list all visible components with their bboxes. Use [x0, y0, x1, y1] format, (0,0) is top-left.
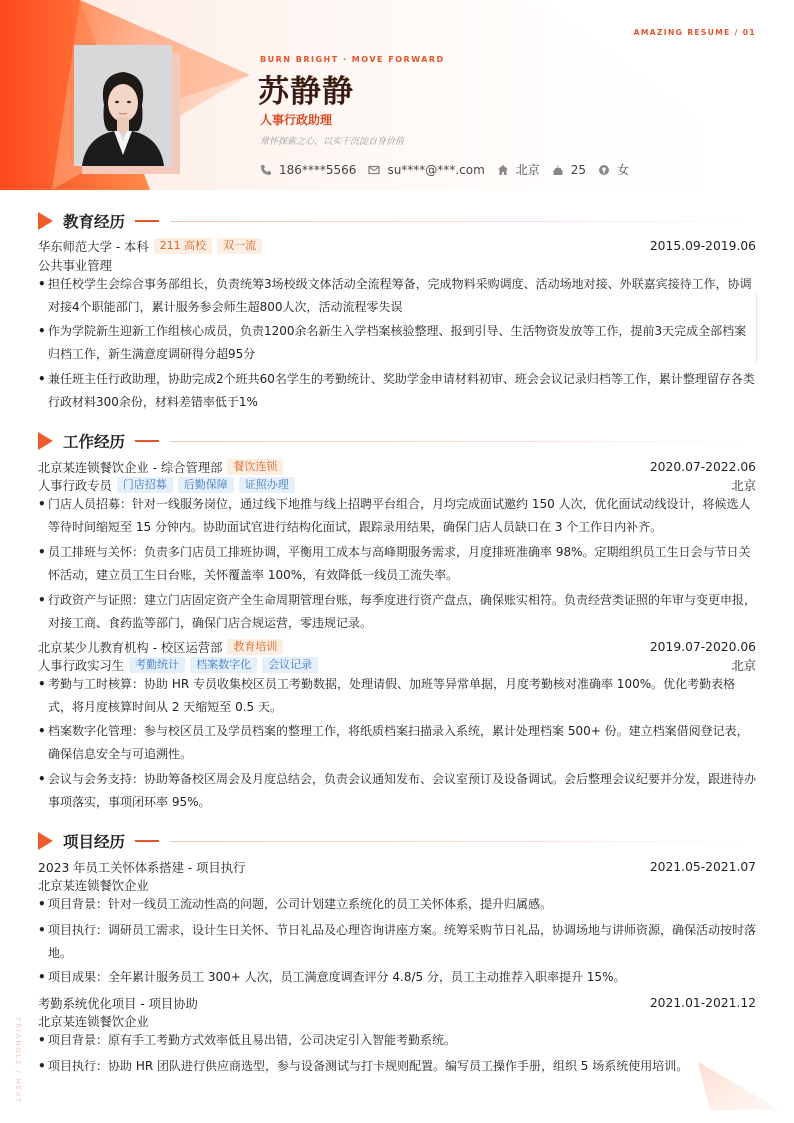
company-tag: 教育培训 [227, 639, 283, 655]
project-org: 北京某连锁餐饮企业 [38, 879, 149, 893]
position-row [38, 656, 756, 674]
project-name: 考勤系统优化项目 - 项目协助 [38, 997, 198, 1011]
list-item: • 项目背景：原有手工考勤方式效率低且易出错，公司决定引入智能考勤系统。 [38, 1033, 457, 1047]
section-divider [170, 841, 755, 842]
city-text: 北京 [515, 163, 540, 177]
list-item: • 担任校学生会综合事务部组长，负责统筹3场校级文体活动全流程筹备，完成物料采购调度、活动场地对接、外联嘉宾接待工作，协调对接4个职能部门，累计服务参会师生超800人次，活动流程零失误 [38, 277, 752, 314]
skill-tag: 证照办理 [239, 477, 295, 493]
contact-email[interactable] [368, 163, 484, 177]
company-name: 北京某连锁餐饮企业 - 综合管理部 [38, 461, 223, 475]
job-header-row [38, 458, 756, 476]
section-education-title: 教育经历 [38, 211, 159, 231]
side-tag: TRIANGLE / HEAT [14, 1017, 22, 1104]
list-item: • 门店人员招募：针对一线服务岗位，通过线下地推与线上招聘平台组合，月均完成面试邀约 150 人次，优化面试动线设计，将候选人等待时间缩短至 15 分钟内。协助面试官进行结构化面试，跟踪录用结果，确保门店人员缺口在 3 个工作日内补齐。 [38, 497, 751, 534]
section-work-title: 工作经历 [38, 431, 159, 451]
cake-icon [552, 164, 564, 176]
list-item: • 行政资产与证照：建立门店固定资产全生命周期管理台账，每季度进行资产盘点，确保账实相符。负责经营类证照的年审与变更申报，对接工商、食药监等部门，确保门店合规运营，零违规记录。 [38, 593, 757, 630]
gender-icon [598, 164, 610, 176]
list-item: • 档案数字化管理：参与校区员工及学员档案的整理工作，将纸质档案扫描录入系统，累计处理档案 500+ 份。建立档案借阅登记表，确保信息安全与可追溯性。 [38, 724, 749, 761]
position: 人事行政专员 [38, 479, 112, 493]
list-item: • 项目执行：协助 HR 团队进行供应商选型，参与设备测试与打卡规则配置。编写员工操作手册，组织 5 场系统使用培训。 [38, 1059, 689, 1073]
list-item: • 员工排班与关怀：负责多门店员工排班协调，平衡用工成本与高峰期服务需求，月度排班准确率 98%。定期组织员工生日会与节日关怀活动，建立员工生日台账，关怀覆盖率 100%，有效降低一线员工流失率。 [38, 545, 751, 582]
school-tag: 双一流 [217, 238, 262, 254]
major-row [38, 256, 756, 274]
skill-tag: 档案数字化 [190, 657, 257, 673]
position-row [38, 476, 756, 494]
major: 公共事业管理 [38, 259, 112, 273]
profile-photo [74, 45, 170, 165]
corner-decoration [690, 1060, 794, 1123]
project-org-row [38, 876, 756, 894]
list-item: • 考勤与工时核算：协助 HR 专员收集校区员工考勤数据，处理请假、加班等异常单据，月度考勤核对准确率 100%。优化考勤表格式，将月度核算时间从 2 天缩短至 0.5 天。 [38, 677, 736, 714]
top-tag: AMAZING RESUME / 01 [633, 28, 756, 37]
project-name: 2023 年员工关怀体系搭建 - 项目执行 [38, 861, 246, 875]
section-projects-title: 项目经历 [38, 831, 159, 851]
list-item: • 兼任班主任行政助理，协助完成2个班共60名学生的考勤统计、奖助学金申请材料初审、班会会议记录归档等工作，累计整理留存各类行政材料300余份，材料差错率低于1% [38, 372, 755, 409]
phone-icon [260, 164, 272, 176]
education-header-row [38, 237, 756, 255]
phone-text: 186****5566 [279, 162, 357, 177]
section-divider [170, 221, 755, 222]
decorative-rule [756, 292, 757, 362]
avatar [74, 45, 172, 166]
position: 人事行政实习生 [38, 659, 125, 673]
project-org-row [38, 1012, 756, 1030]
slogan: 常怀探索之心，以实干沉淀自身价值 [260, 137, 405, 147]
list-item: • 项目背景：针对一线员工流动性高的问题，公司计划建立系统化的员工关怀体系，提升归属感。 [38, 897, 553, 911]
home-icon [497, 164, 509, 176]
project-date: 2021.01-2021.12 [649, 996, 756, 1010]
project-header-row [38, 858, 756, 876]
job-date: 2019.07-2020.06 [649, 640, 756, 654]
job-title: 人事行政助理 [260, 113, 333, 127]
section-triangle-icon [38, 832, 53, 850]
contact-age [552, 163, 586, 177]
contact-bar [260, 161, 641, 178]
school-tag: 211 高校 [154, 238, 213, 254]
age-text: 25 [570, 162, 587, 177]
school-name: 华东师范大学 - 本科 [38, 240, 149, 254]
skill-tag: 后勤保障 [178, 477, 234, 493]
job-location: 北京 [731, 479, 756, 493]
company-name: 北京某少儿教育机构 - 校区运营部 [38, 641, 223, 655]
education-date: 2015.09-2019.06 [649, 239, 756, 253]
candidate-name: 苏静静 [258, 74, 354, 110]
contact-city [497, 161, 540, 178]
job-location: 北京 [731, 659, 756, 673]
skill-tag: 考勤统计 [129, 657, 185, 673]
job-date: 2020.07-2022.06 [649, 460, 756, 474]
section-triangle-icon [38, 212, 53, 230]
job-header-row [38, 638, 756, 656]
list-item: • 作为学院新生迎新工作组核心成员，负责1200余名新生入学档案核验整理、报到引导、生活物资发放等工作，提前3天完成全部档案归档工作，新生满意度调研得分超95分 [38, 324, 747, 361]
email-text: su****@***.com [387, 162, 485, 177]
gender-text: 女 [617, 163, 630, 177]
project-header-row [38, 994, 756, 1012]
company-tag: 餐饮连锁 [227, 459, 283, 475]
contact-phone[interactable] [260, 163, 356, 177]
project-org: 北京某连锁餐饮企业 [38, 1015, 149, 1029]
section-divider [170, 441, 755, 442]
list-item: • 会议与会务支持：协助筹备校区周会及月度总结会，负责会议通知发布、会议室预订及设备调试。会后整理会议纪要并分发，跟进待办事项落实，事项闭环率 95%。 [38, 772, 757, 809]
section-triangle-icon [38, 432, 53, 450]
skill-tag: 门店招募 [117, 477, 173, 493]
contact-gender [598, 161, 629, 178]
skill-tag: 会议记录 [262, 657, 318, 673]
project-date: 2021.05-2021.07 [649, 860, 756, 874]
list-item: • 项目执行：调研员工需求，设计生日关怀、节日礼品及心理咨询讲座方案。统筹采购节日礼品，协调场地与讲师资源，确保活动按时落地。 [38, 923, 757, 960]
mail-icon [368, 164, 380, 176]
motto: BURN BRIGHT · MOVE FORWARD [260, 55, 445, 64]
list-item: • 项目成果：全年累计服务员工 300+ 人次，员工满意度调查评分 4.8/5 分，员工主动推荐入职率提升 15%。 [38, 970, 626, 984]
